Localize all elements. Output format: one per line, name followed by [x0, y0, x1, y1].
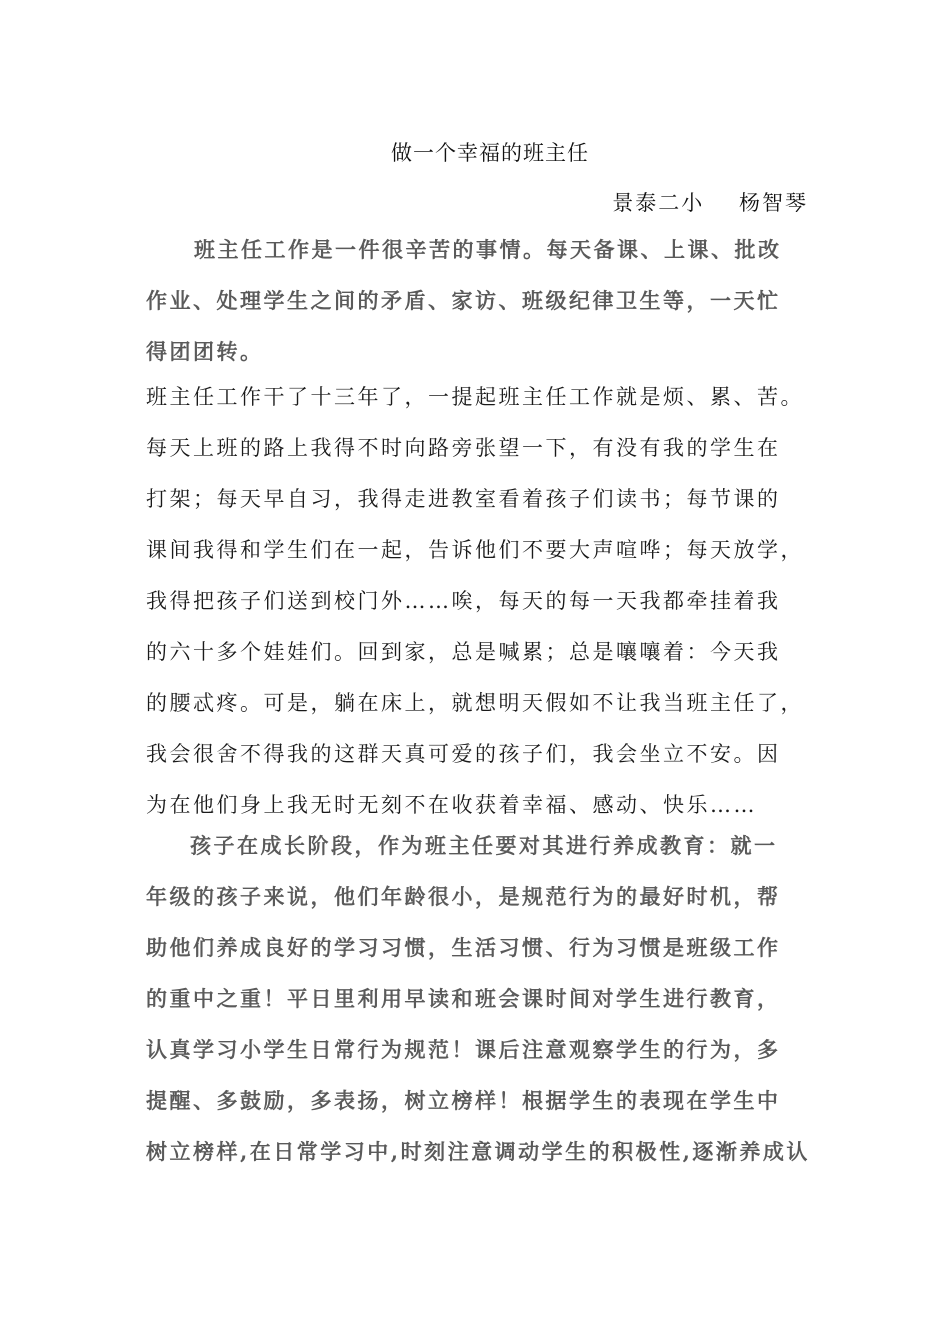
- paragraph-3: [146, 820, 836, 1177]
- document-title: 做一个幸福的班主任: [391, 141, 589, 165]
- text-line: 助他们养成良好的学习习惯，生活习惯、行为习惯是班级工作: [146, 935, 781, 960]
- text-line: 认真学习小学生日常行为规范！课后注意观察学生的行为，多: [146, 1037, 781, 1062]
- author-line: 景泰二小 杨智琴: [612, 191, 808, 215]
- text-line: 的腰忒疼。可是，躺在床上，就想明天假如不让我当班主任了，: [146, 691, 804, 715]
- text-line: 为在他们身上我无时无刻不在收获着幸福、感动、快乐……: [146, 793, 757, 817]
- paragraph-2: [146, 372, 836, 831]
- text-line: 得团团转。: [146, 339, 264, 364]
- text-line: 我会很舍不得我的这群天真可爱的孩子们，我会坐立不安。因: [146, 742, 781, 766]
- text-line: 提醒、多鼓励，多表扬，树立榜样！根据学生的表现在学生中: [146, 1088, 781, 1113]
- text-line: 树立榜样,在日常学习中,时刻注意调动学生的积极性,逐渐养成认: [146, 1139, 810, 1164]
- text-line: 年级的孩子来说，他们年龄很小，是规范行为的最好时机，帮: [146, 884, 781, 909]
- text-line: 班主任工作是一件很辛苦的事情。每天备课、上课、批改: [194, 237, 782, 262]
- text-line: 的重中之重！平日里利用早读和班会课时间对学生进行教育，: [146, 986, 781, 1011]
- text-line: 每天上班的路上我得不时向路旁张望一下，有没有我的学生在: [146, 436, 781, 460]
- text-line: 班主任工作干了十三年了，一提起班主任工作就是烦、累、苦。: [146, 385, 804, 409]
- text-line: 作业、处理学生之间的矛盾、家访、班级纪律卫生等，一天忙: [146, 288, 781, 313]
- text-line: 我得把孩子们送到校门外……唉，每天的每一天我都牵挂着我: [146, 589, 781, 613]
- text-line: 打架；每天早自习，我得走进教室看着孩子们读书；每节课的: [146, 487, 781, 511]
- text-line: 孩子在成长阶段，作为班主任要对其进行养成教育：就一: [190, 833, 778, 858]
- text-line: 课间我得和学生们在一起，告诉他们不要大声喧哗；每天放学，: [146, 538, 804, 562]
- text-line: 的六十多个娃娃们。回到家，总是喊累；总是嚷嚷着：今天我: [146, 640, 781, 664]
- paragraph-1: [146, 224, 836, 377]
